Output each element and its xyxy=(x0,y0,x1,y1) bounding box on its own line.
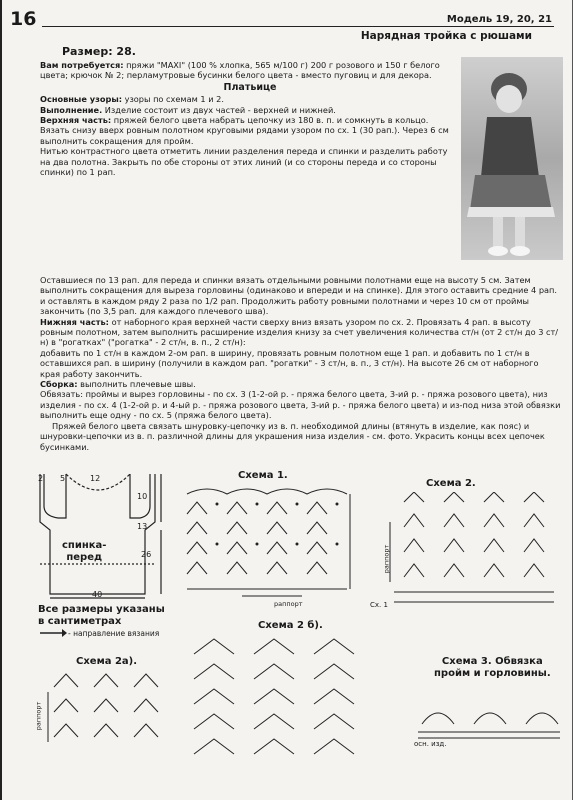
upper-part-text: пряжей белого цвета набрать цепочку из 180 в. п. и сомкнуть в кольцо. xyxy=(111,115,429,126)
instructions-upper xyxy=(40,60,460,177)
paragraph-5: Обвязать: проймы и вырез горловины - по сх. 3 (1-2-ой р. - пряжа белого цвета, 3-ий р. - пряжа розового цвета), низ изделия - по сх. 4 (1-2-ой р. и 4-ый р. - пряжа розового цвета, 3-ий р. - пряжа белого цвета) и из-под низа этой обвязки выполнить еще одну - по сх. 5 (пряжа белого цвета). xyxy=(40,389,561,421)
patterns-label: Основные узоры: xyxy=(40,94,122,105)
scheme-1-rapport: раппорт xyxy=(274,600,303,608)
scheme-2b-diagram xyxy=(184,634,384,764)
arrow-icon xyxy=(38,628,68,638)
garment-pattern xyxy=(30,466,180,601)
paragraph-4: добавить по 1 ст/н в каждом 2-ом рап. в ширину, провязать ровным полотном еще 1 рап. и добавить по 1 ст/н в оставшихся рап. в ширину (получили в каждом рап. "рогатки" - 3 ст/н, в. п., 3 ст/н). На высоте 26 см от наборного края работу закончить. xyxy=(40,347,539,379)
assembly-label: Сборка: xyxy=(40,379,78,390)
dim-top-b: 5 xyxy=(60,474,66,483)
scheme-2-base-label: Сх. 1 xyxy=(370,601,388,609)
instructions-lower xyxy=(40,275,561,452)
patterns-text: узоры по схемам 1 и 2. xyxy=(122,94,224,105)
assembly-text: выполнить плечевые швы. xyxy=(77,379,196,390)
paragraph-6: Пряжей белого цвета связать шнуровку-цепочку из в. п. необходимой длины (втянуть в изделие, как пояс) и шнуровки-цепочки из в. п. различной длины для украшения низа изделия - см. фото. Украсить концы всех цепочек бусинками. xyxy=(40,420,545,452)
scheme-1-title: Схема 1. xyxy=(238,470,288,481)
scheme-2-diagram xyxy=(384,492,562,617)
scheme-3-base-label: осн. изд. xyxy=(414,740,447,748)
page-number: 16 xyxy=(10,8,37,30)
photo-figure xyxy=(461,57,563,260)
page-subtitle: Нарядная тройка с рюшами xyxy=(360,30,532,42)
scheme-2a-rapport: раппорт xyxy=(34,701,43,731)
execution-label: Выполнение. xyxy=(40,104,103,115)
model-title: Модель 19, 20, 21 xyxy=(446,14,552,25)
sizes-note: Все размеры указаны в сантиметрах xyxy=(38,604,165,627)
lower-part-text: от наборного края верхней части сверху вниз вязать узором по сх. 2. Провязать 4 рап. в высоту ровным полотном, затем выполнить расширение изделия книзу за счет увеличения количества ст/н (от 2 ст/н до 3 ст/н) в "рогатках" ("рогатка" - 2 ст/н, в. п., 2 ст/н): xyxy=(40,316,559,348)
materials-label: Вам потребуется: xyxy=(40,60,124,70)
scheme-2a-diagram xyxy=(44,672,184,752)
dim-bottom: 40 xyxy=(92,590,103,599)
dim-top-a: 2 xyxy=(38,474,44,483)
paragraph-3: Оставшиеся по 13 рап. для переда и спинки вязать отдельными ровными полотнами еще на высоту 5 см. Затем выполнить сокращения для выреза горловины (одинаково и впереди и на спинке). Для этого оставить средние 4 рап. и оставлять в каждом ряду 2 раза по 1/2 рап. Продолжить работу ровными полотнами и через 10 см от проймы закончить (по 3,5 рап. для каждого плечевого шва). xyxy=(40,275,558,317)
scheme-3-title: Схема 3. Обвязка пройм и горловины. xyxy=(434,656,551,679)
child-photo xyxy=(461,57,563,260)
scheme-1-diagram xyxy=(182,484,362,614)
scheme-2b-title: Схема 2 б). xyxy=(258,620,323,631)
materials-text: пряжи "MAXI" (100 % хлопка, 565 м/100 г) 200 г розового и 150 г белого цвета; крючок № 2; перламутровые бусинки белого цвета - вместо пуговиц и для декора. xyxy=(40,60,440,81)
section-title: Платьице xyxy=(223,81,277,93)
dim-side-a: 10 xyxy=(137,492,148,501)
header-rule xyxy=(42,26,554,27)
pattern-label: спинка- перед xyxy=(62,540,107,563)
dim-side-b: 13 xyxy=(137,522,148,531)
direction-note: - направление вязания xyxy=(68,629,160,638)
lower-part-label: Нижняя часть: xyxy=(40,316,109,327)
scheme-2a-title: Схема 2а). xyxy=(76,656,138,667)
paragraph-2: Нитью контрастного цвета отметить линии разделения переда и спинки и разделить работу на два полотна. Закрыть по обе стороны от этих линий (и со стороны переда и со стороны спинки) по 1 рап. xyxy=(40,146,448,178)
dim-side-c: 26 xyxy=(141,550,152,559)
scheme-3-diagram xyxy=(414,694,564,744)
execution-text: Изделие состоит из двух частей - верхней и нижней. xyxy=(102,104,336,115)
upper-part-label: Верхняя часть: xyxy=(40,115,112,126)
dim-top-c: 12 xyxy=(90,474,101,483)
size-label: Размер: 28. xyxy=(62,45,136,58)
paragraph-1: Вязать снизу вверх ровным полотном круговыми рядами узором по сх. 1 (30 рап.). Через 6 см выполнить сокращения для пройм. xyxy=(40,125,449,146)
scheme-2-title: Схема 2. xyxy=(426,478,476,489)
scheme-2-rapport: раппорт xyxy=(382,544,391,574)
